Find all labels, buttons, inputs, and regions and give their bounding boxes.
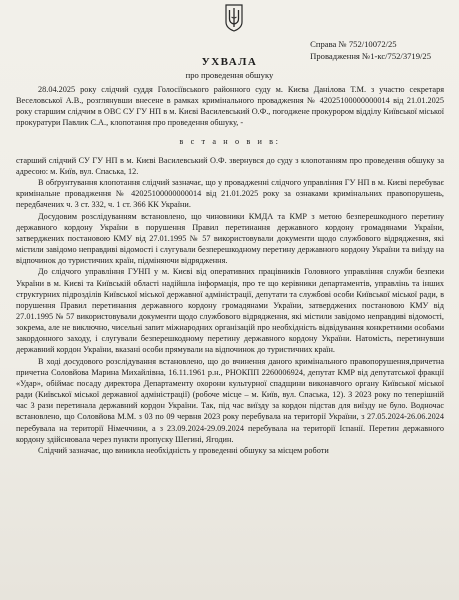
paragraph-intro: 28.04.2025 року слідчий суддя Голосіївського районного суду м. Києва Данілова Т.М. з участю секретаря Веселовської А.В., розглянувши внесене в рамках кримінального провадження № 42025100000000014 від 21.01.2025 року старшим слідчим в ОВС СУ ГУ НП в м. Києві Василевський О.Ф., погоджене прокурором відділу Київської міської прокуратури Павлик С.А., клопотання про проведення обшуку, - <box>16 85 444 128</box>
trident-emblem-icon <box>224 3 244 33</box>
document-body <box>16 84 444 456</box>
paragraph-5: В ході досудового розслідування встановлено, що до вчинення даного кримінального правопорушення,причетна причетна Соловйова Марина Михайлівна, 16.11.1961 р.н., РНОКПП 2260006924, депутат КМР від депутатської фракції «Удар», обіймає посаду директора Департаменту охорони культурної спадщини виконавчого органу Київської міської ради (Київської міської державної адміністрації) (робоче місце – м. Київ, вул. Спаська, 12). З 2023 року по теперішній час 3 рази перетинала державний кордон України. Так, під час виїзду за кордон підстав для виїзду не було. Водночас встановлено, що Соловйова М.М. з 03 по 09 червня 2023 року перебувала на території України, з 27.05.2024-26.06.2024 перебувала на території Німеччини, а з 23.09.2024-29.09.2024 перебувала на території Іспанії. Перетин державного кордону здійснювала через пункти пропуску Шегині, Ягодин. <box>16 356 444 444</box>
established-heading: в с т а н о в и в: <box>179 136 281 146</box>
paragraph-6: Слідчий зазначає, що виникла необхідність у проведенні обшуку за місцем роботи <box>38 445 329 455</box>
paragraph-2: В обґрунтування клопотання слідчий зазначає, що у провадженні слідчого управління ГУ НП в м. Києві перебуває кримінальне провадження № 42025100000000014 від 21.01.2025 року за ознаками кримінальних правопорушень, передбачених ч. 3 ст. 332, ч. 1 ст. 366 КК України. <box>16 178 444 210</box>
document-title: УХВАЛА <box>201 56 258 68</box>
proceeding-number: Провадження №1-кс/752/3719/25 <box>310 50 431 61</box>
document-subtitle: про проведення обшуку <box>185 70 274 80</box>
case-number: Справа № 752/10072/25 <box>310 39 397 49</box>
paragraph-3: Досудовим розслідуванням встановлено, що чиновники КМДА та КМР з метою безперешкодного перетину державного кордону України в порушення Правил перетинання державного кордону громадянами України, затверджених постановою КМУ від 27.01.1995 № 57 використовували документи щодо службового відрядження, які містили завідомо неправдиві відомості і слугували безперешкодному перетину державного кордону України та виїзду на відпочинок до туристичних країн, підміняючи відрядження. <box>16 211 444 266</box>
paragraph-4: До слідчого управління ГУНП у м. Києві від оперативних працівників Головного управління служби безпеки України в м. Києві та Київській області надійшла інформація, про те що керівники департаментів, управлінь та інших структурних підрозділів Київської міської державної адміністрації, депутати та службові особи Київської міської ради, в порушення Правил перетинання державного кордону громадянами України, затверджених постановою КМУ від 27.01.1995 № 57 використовували документи щодо службового відрядження, які містили завідомо неправдиві відомості, зокрема, але не виключно, чисельні запит міжнародних організацій про необхідність відвідування конкретними особами закордонного заходу, і слугували безперешкодному перетину державного кордону України. Натомість, перетинувши державний кордон України, вказані особи прямували на відпочинок до туристичних країн. <box>16 267 444 355</box>
paragraph-1: старший слідчий СУ ГУ НП в м. Києві Василевський О.Ф. звернувся до суду з клопотанням про проведення обшуку за адресою: м. Київ, вул. Спаська, 12. <box>16 155 444 176</box>
